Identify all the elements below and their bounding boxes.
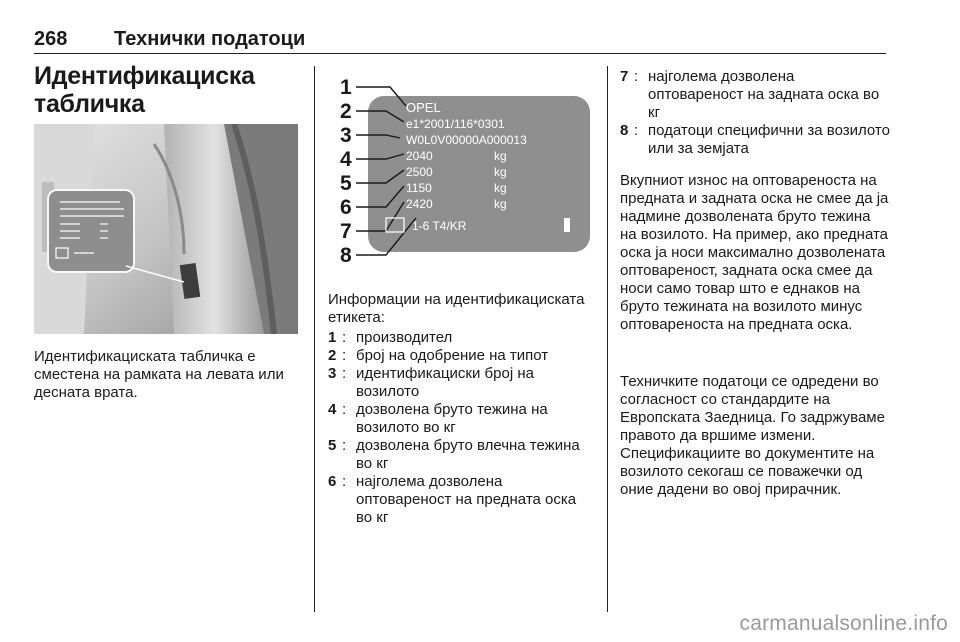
column-divider-1: [314, 66, 315, 612]
legend-item: [328, 473, 594, 527]
page-title: Технички податоци: [114, 28, 306, 50]
legend-colon: :: [634, 122, 639, 139]
legend-text: идентификациски број на возилото: [356, 365, 534, 400]
legend-colon: :: [342, 329, 347, 346]
legend-text: податоци специфични за возилото или за земјата: [648, 122, 890, 157]
legend-list-continued: [620, 68, 890, 158]
id-plate-figure: [328, 68, 592, 276]
legend-item: [328, 437, 594, 473]
caption-text: Идентификациската табличка е сместена на рамката на левата или десната врата.: [34, 348, 284, 401]
legend-number: 5: [328, 437, 337, 454]
legend-colon: :: [342, 473, 347, 490]
plate-line-3: W0L0V00000A000013: [406, 133, 527, 147]
page-header: [34, 28, 886, 52]
legend-colon: :: [342, 437, 347, 454]
legend-colon: :: [342, 365, 347, 382]
legend-number: 6: [328, 473, 337, 490]
callout-5: 5: [340, 172, 352, 195]
legend-list: [328, 329, 594, 527]
plate-unit-1: kg: [494, 149, 507, 163]
plate-line-6: 1150: [406, 181, 432, 195]
axle-load-paragraph: [620, 172, 890, 334]
legend-item: [328, 347, 594, 365]
plate-unit-3: kg: [494, 181, 507, 195]
callout-4: 4: [340, 148, 352, 171]
paragraph-text: Вкупниот износ на оптовареноста на предната и задната оска не смее да ја надмине дозволената бруто тежина на возилото. На пример, ако предната оска ја носи максимално дозволената оптовареност, задната оска смее да носи само товар што е еднаков на бруто тежината на возилото минус оптовареноста на предната оска.: [620, 172, 889, 333]
legend-number: 7: [620, 68, 629, 85]
legend-text: дозволена бруто тежина на возилото во кг: [356, 401, 548, 436]
callout-2: 2: [340, 100, 352, 123]
legend-number: 4: [328, 401, 337, 418]
plate-bottom-row: 1-6 T4/KR: [412, 219, 467, 233]
plate-line-7: 2420: [406, 197, 433, 211]
standards-paragraph: [620, 373, 890, 499]
page-number: 268: [34, 28, 68, 50]
legend-number: 8: [620, 122, 629, 139]
plate-line-4: 2040: [406, 149, 433, 163]
legend-item: [328, 401, 594, 437]
column-divider-2: [607, 66, 608, 612]
header-rule: [34, 53, 886, 54]
legend-item: [620, 122, 890, 158]
legend-number: 1: [328, 329, 337, 346]
legend-text: број на одобрение на типот: [356, 347, 549, 364]
legend-item: [328, 329, 594, 347]
paragraph-text: Техничките податоци се одредени во согласност со стандардите на Европската Заедница. Го задржуваме правото да вршиме измени. Спецификациите во документите на возилото секогаш се поважечки од оние дадени во овој прирачник.: [620, 373, 885, 498]
callout-6: 6: [340, 196, 352, 219]
callout-1: 1: [340, 76, 352, 99]
intro-text-block: [328, 291, 594, 327]
section-heading-block: [34, 62, 302, 118]
legend-text: производител: [356, 329, 453, 346]
plate-line-1: OPEL: [406, 100, 441, 115]
legend-number: 2: [328, 347, 337, 364]
section-heading: Идентификациска табличка: [34, 62, 255, 118]
legend-item: [620, 68, 890, 122]
legend-colon: :: [342, 347, 347, 364]
legend-item: [328, 365, 594, 401]
photo-caption: [34, 348, 302, 402]
plate-unit-4: kg: [494, 197, 507, 211]
legend-colon: :: [634, 68, 639, 85]
callout-3: 3: [340, 124, 352, 147]
legend-text: најголема дозволена оптовареност на задната оска во кг: [648, 68, 880, 121]
legend-number: 3: [328, 365, 337, 382]
callout-7: 7: [340, 220, 352, 243]
plate-mark: [564, 218, 570, 232]
plate-line-2: e1*2001/116*0301: [406, 117, 505, 131]
legend-text: дозволена бруто влечна тежина во кг: [356, 437, 580, 472]
door-frame-photo: [34, 124, 298, 334]
legend-text: најголема дозволена оптовареност на предната оска во кг: [356, 473, 577, 526]
plate-line-5: 2500: [406, 165, 433, 179]
legend-colon: :: [342, 401, 347, 418]
intro-text: Информации на идентификациската етикета:: [328, 291, 585, 326]
watermark: carmanualsonline.info: [739, 612, 948, 635]
plate-unit-2: kg: [494, 165, 507, 179]
callout-8: 8: [340, 244, 352, 267]
